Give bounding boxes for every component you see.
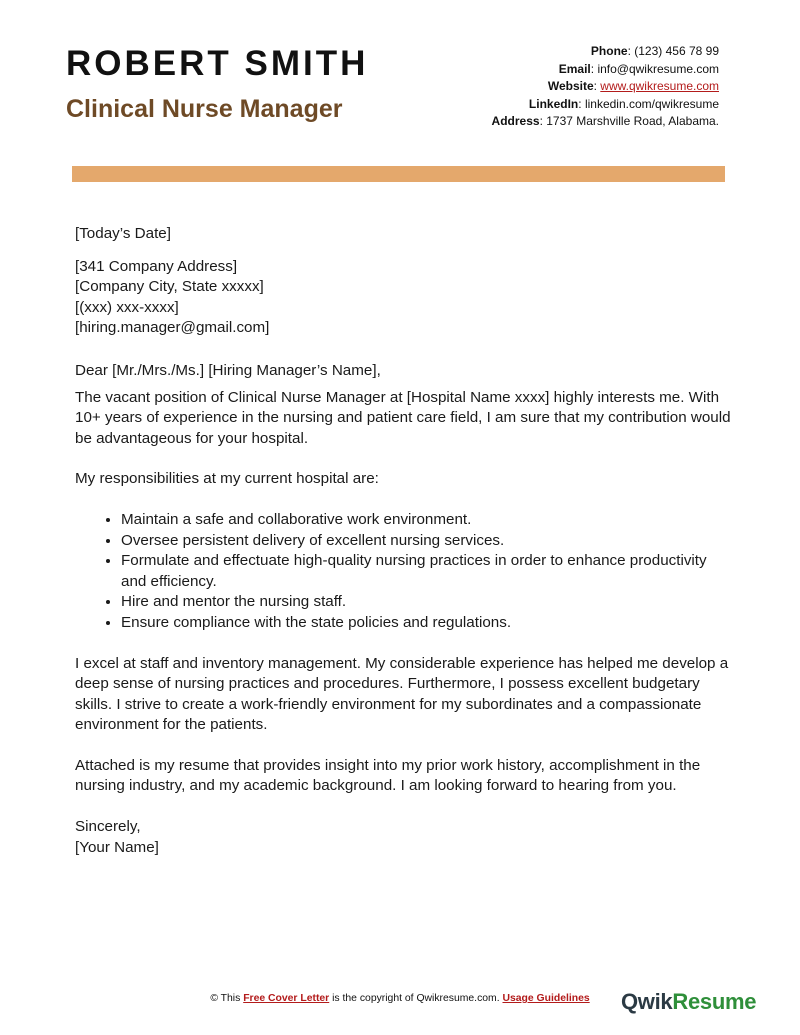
usage-guidelines-link[interactable]: Usage Guidelines (502, 993, 590, 1004)
phone-label: Phone (590, 44, 628, 58)
phone-value: (123) 456 78 99 (634, 44, 719, 58)
address-value: 1737 Marshville Road, Alabama. (546, 114, 719, 129)
contact-phone: Phone: (123) 456 78 99 (590, 44, 719, 58)
address-label: Address (491, 114, 540, 129)
letter-date: [Today’s Date] (75, 225, 171, 242)
signature: [Your Name] (75, 838, 159, 856)
email-value: info@qwikresume.com (597, 61, 719, 76)
contact-address: Address: 1737 Marshville Road, Alabama. (491, 114, 719, 129)
list-item: • Ensure compliance with the state policies and regulations. (121, 613, 735, 634)
linkedin-label: LinkedIn (528, 96, 579, 111)
contact-website: Website: www.qwikresume.com (547, 79, 719, 94)
footer-middle: is the copyright of Qwikresume.com. (329, 993, 503, 1004)
list-item: • Formulate and effectuate high-quality nursing practices in order to enhance productivity and efficiency. (121, 551, 735, 592)
applicant-name: ROBERT SMITH (66, 44, 369, 83)
list-item: • Oversee persistent delivery of excellent nursing services. (121, 531, 735, 552)
free-cover-letter-link[interactable]: Free Cover Letter (243, 993, 330, 1004)
contact-block (492, 43, 719, 131)
closing: Sincerely, (75, 818, 141, 836)
list-item: • Maintain a safe and collaborative work environment. (121, 510, 735, 531)
responsibilities-list (75, 510, 735, 634)
contact-linkedin: LinkedIn: linkedin.com/qwikresume (528, 96, 719, 111)
accent-divider (72, 166, 725, 182)
logo-part-qwik: Qwik (621, 989, 673, 1014)
recipient-line: [(xxx) xxx-xxxx] (75, 298, 179, 316)
intro-paragraph: The vacant position of Clinical Nurse Manager at [Hospital Name xxxx] highly interests me. With 10+ years of experience in the nursing and patient care field, I am sure that my contribution would be advantageous for your hospital. (75, 388, 731, 447)
list-intro: My responsibilities at my current hospital are: (75, 470, 379, 488)
letter-body (75, 224, 735, 858)
list-item: • Hire and mentor the nursing staff. (121, 592, 735, 613)
recipient-line: [341 Company Address] (75, 257, 238, 275)
job-title: Clinical Nurse Manager (66, 95, 343, 123)
qwikresume-logo (621, 989, 756, 1015)
website-label: Website (547, 79, 594, 94)
website-link[interactable]: www.qwikresume.com (600, 79, 719, 94)
email-label: Email (558, 61, 591, 76)
skills-paragraph: I excel at staff and inventory management. My considerable experience has helped me develop a deep sense of nursing practices and procedures. Furthermore, I possess excellent budgetary skills. I strive to create a work-friendly environment for my subordinates and a compassionate environment for the patients. (75, 654, 729, 734)
closing-paragraph: Attached is my resume that provides insight into my prior work history, accomplishment in the nursing industry, and my academic background. I am looking forward to hearing from you. (75, 756, 701, 795)
logo-part-resume: Resume (672, 989, 757, 1014)
recipient-address (75, 257, 735, 339)
linkedin-value: linkedin.com/qwikresume (584, 96, 719, 111)
contact-email: Email: info@qwikresume.com (558, 61, 719, 76)
footer-prefix: © This (210, 993, 244, 1004)
recipient-line: [hiring.manager@gmail.com] (75, 319, 270, 337)
salutation: Dear [Mr./Mrs./Ms.] [Hiring Manager’s Name], (75, 361, 381, 379)
recipient-line: [Company City, State xxxxx] (75, 278, 264, 296)
